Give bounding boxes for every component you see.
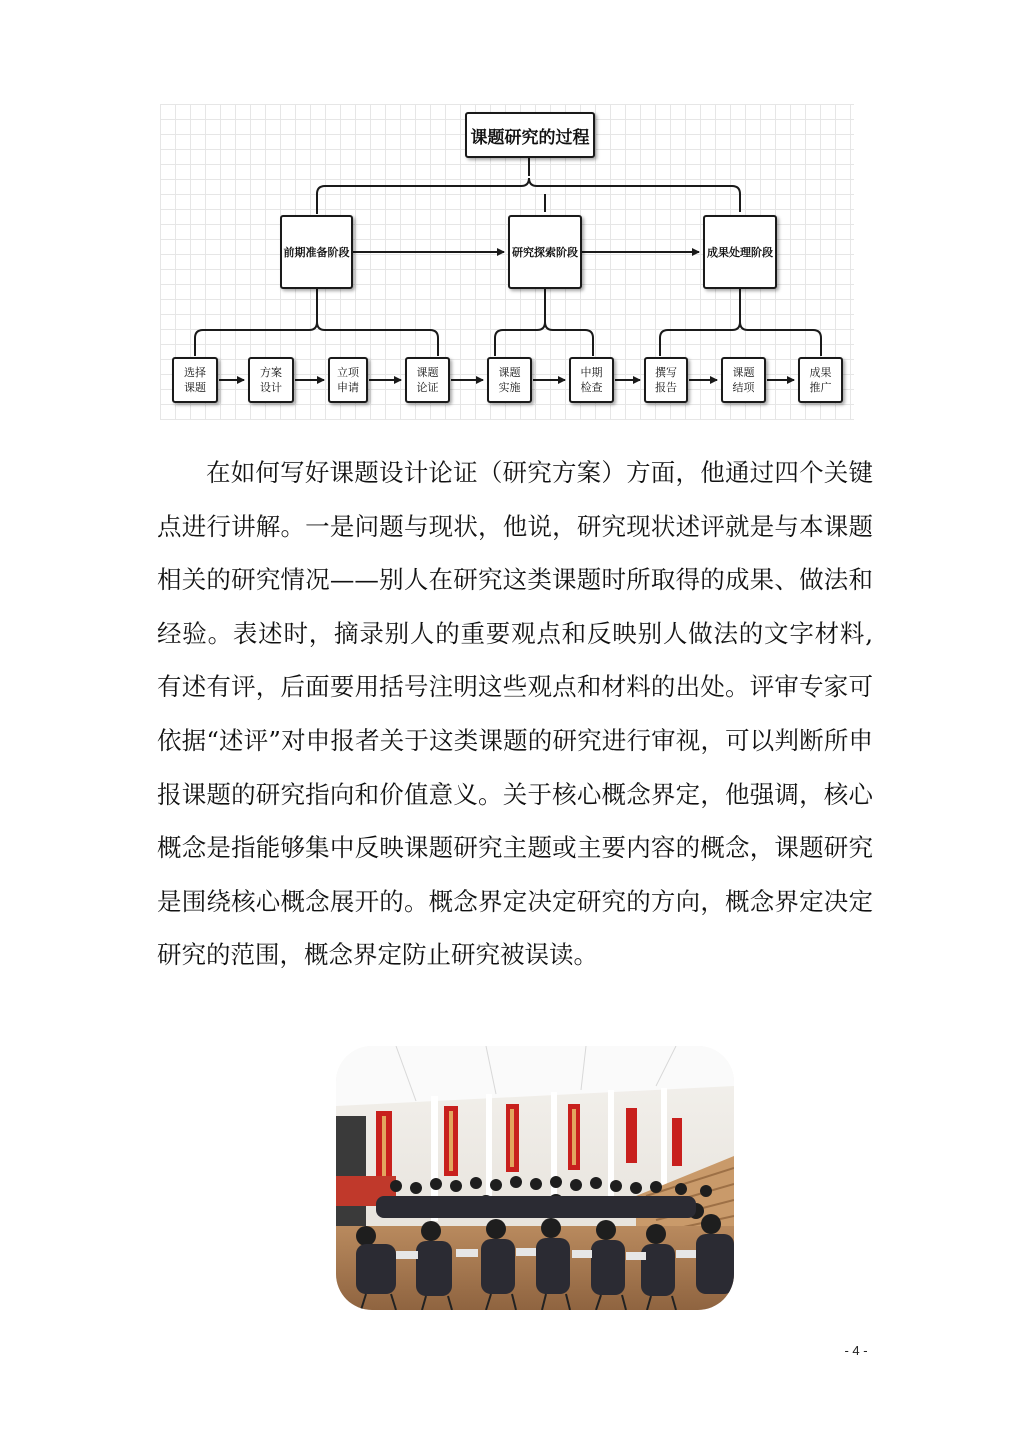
diagram-title: 课题研究的过程 xyxy=(465,112,595,158)
step-demonstration: 课题 论证 xyxy=(405,357,450,403)
research-process-diagram xyxy=(160,104,854,420)
step-select-topic: 选择 课题 xyxy=(172,357,218,403)
step-promotion: 成果 推广 xyxy=(798,357,843,403)
body-text xyxy=(157,446,873,982)
step-conclusion: 课题 结项 xyxy=(721,357,766,403)
lecture-photo xyxy=(336,1046,734,1310)
page-number: - 4 - xyxy=(844,1343,868,1358)
lecture-hall-illustration xyxy=(336,1046,734,1310)
step-application: 立项 申请 xyxy=(328,357,368,403)
stage-exploration: 研究探索阶段 xyxy=(508,215,582,289)
step-write-report: 撰写 报告 xyxy=(644,357,688,403)
step-implementation: 课题 实施 xyxy=(487,357,532,403)
stage-preparation: 前期准备阶段 xyxy=(280,215,353,289)
step-plan-design: 方案 设计 xyxy=(248,357,294,403)
stage-results: 成果处理阶段 xyxy=(703,215,777,289)
step-midterm-check: 中期 检查 xyxy=(569,357,614,403)
body-paragraph: 在如何写好课题设计论证（研究方案）方面，他通过四个关键点进行讲解。一是问题与现状，他说，研究现状述评就是与本课题相关的研究情况——别人在研究这类课题时所取得的成果、做法和经验。表述时，摘录别人的重要观点和反映别人做法的文字材料,有述有评，后面要用括号注明这些观点和材料的出处。评审专家可依据“述评”对申报者关于这类课题的研究进行审视，可以判断所申报课题的研究指向和价值意义。关于核心概念界定，他强调，核心概念是指能够集中反映课题研究主题或主要内容的概念，课题研究是围绕核心概念展开的。概念界定决定研究的方向，概念界定决定研究的范围，概念界定防止研究被误读。 xyxy=(157,458,873,970)
